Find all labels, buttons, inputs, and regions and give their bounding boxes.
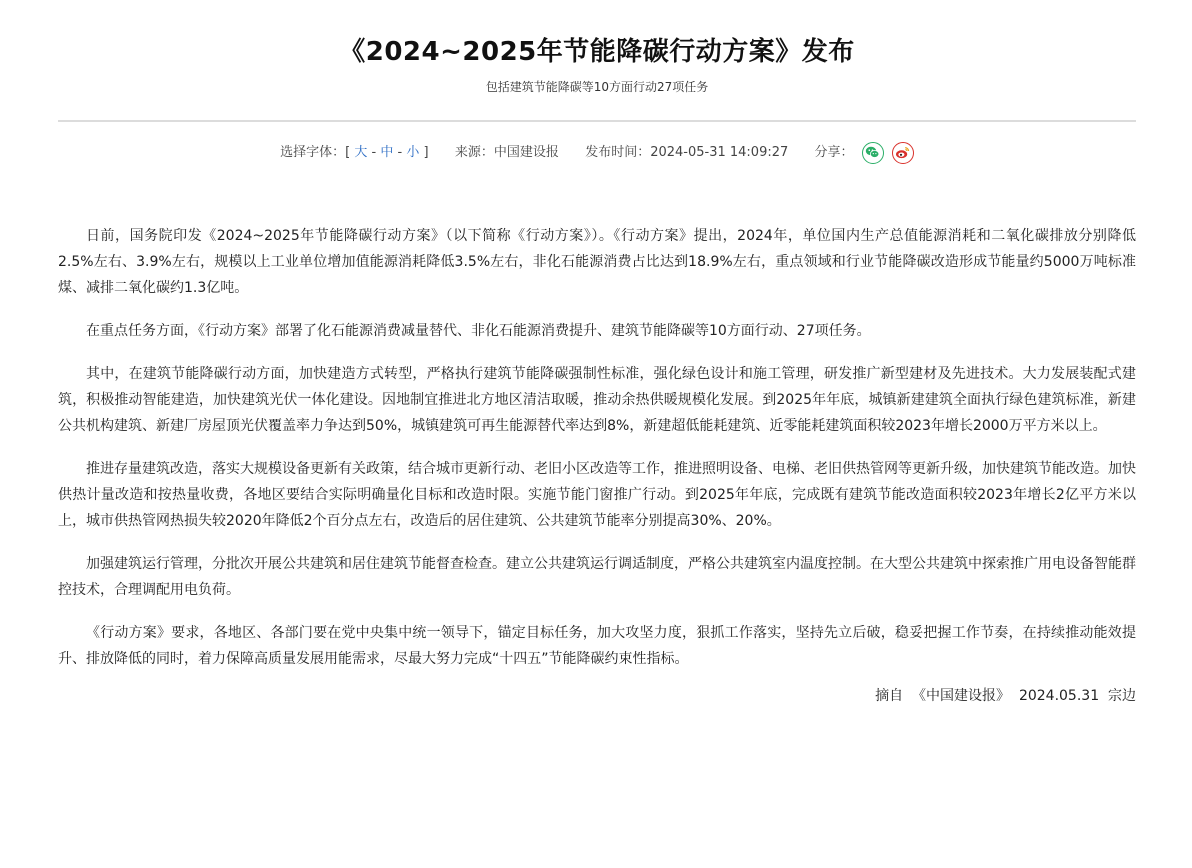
page-subtitle: 包括建筑节能降碳等10方面行动27项任务: [485, 80, 709, 94]
bracket-open: [: [345, 145, 351, 160]
paragraph: 加强建筑运行管理，分批次开展公共建筑和居住建筑节能督查检查。建立公共建筑运行调适制度，严格公共建筑室内温度控制。在大型公共建筑中探索推广用电设备智能群控技术，合理调配用电负荷。: [58, 556, 1136, 598]
article-container: [58, 0, 1136, 707]
bracket-close: ]: [423, 145, 429, 160]
publish-time: 发布时间：2024-05-31 14:09:27: [585, 145, 789, 160]
paragraph: 在重点任务方面，《行动方案》部署了化石能源消费减量替代、非化石能源消费提升、建筑节能降碳等10方面行动、27项任务。: [86, 323, 871, 339]
paragraph: 《行动方案》要求，各地区、各部门要在党中央集中统一领导下，锚定目标任务，加大攻坚力度，狠抓工作落实，坚持先立后破，稳妥把握工作节奏，在持续推动能效提升、排放降低的同时，着力保障高质量发展用能需求，尽最大努力完成“十四五”节能降碳约束性指标。: [58, 625, 1136, 667]
font-select-label: 选择字体：: [280, 145, 346, 160]
font-size-large-link[interactable]: 大: [354, 145, 368, 160]
weibo-icon[interactable]: [892, 142, 914, 164]
share-label: 分享：: [814, 145, 854, 160]
paragraph: 推进存量建筑改造，落实大规模设备更新有关政策，结合城市更新行动、老旧小区改造等工作，推进照明设备、电梯、老旧供热管网等更新升级，加快建筑节能改造。加快供热计量改造和按热量收费，各地区要结合实际明确量化目标和改造时限。实施节能门窗推广行动。到2025年年底，完成既有建筑节能改造面积较2023年增长2亿平方米以上，城市供热管网热损失较2020年降低2个百分点左右，改造后的居住建筑、公共建筑节能率分别提高30%、20%。: [58, 461, 1136, 529]
article-body: [58, 223, 1136, 707]
divider: [58, 120, 1136, 122]
page-title: 《2024~2025年节能降碳行动方案》发布: [339, 37, 855, 67]
paragraph: 其中，在建筑节能降碳行动方面，加快建造方式转型，严格执行建筑节能降碳强制性标准，强化绿色设计和施工管理，研发推广新型建材及先进技术。大力发展装配式建筑，积极推动智能建造，加快建筑光伏一体化建设。因地制宜推进北方地区清洁取暖，推动余热供暖规模化发展。到2025年年底，城镇新建建筑全面执行绿色建筑标准，新建公共机构建筑、新建厂房屋顶光伏覆盖率力争达到50%，城镇建筑可再生能源替代率达到8%，新建超低能耗建筑、近零能耗建筑面积较2023年增长2000万平方米以上。: [58, 366, 1136, 434]
wechat-icon[interactable]: [862, 142, 884, 164]
paragraph: 日前，国务院印发《2024~2025年节能降碳行动方案》（以下简称《行动方案》）。《行动方案》提出，2024年，单位国内生产总值能源消耗和二氧化碳排放分别降低2.5%左右、3.9%左右，规模以上工业单位增加值能源消耗降低3.5%左右，非化石能源消费占比达到18.9%左右，重点领域和行业节能降碳改造形成节能量约5000万吨标准煤、减排二氧化碳约1.3亿吨。: [58, 228, 1136, 296]
size-separator: -: [371, 145, 377, 160]
source-label: 来源：中国建设报: [454, 145, 559, 160]
font-size-small-link[interactable]: 小: [406, 145, 420, 160]
article-meta: [58, 141, 1136, 165]
font-size-medium-link[interactable]: 中: [380, 145, 394, 160]
size-separator: -: [397, 145, 403, 160]
source-attribution: 摘自 《中国建设报》 2024.05.31 宗边: [875, 688, 1136, 704]
